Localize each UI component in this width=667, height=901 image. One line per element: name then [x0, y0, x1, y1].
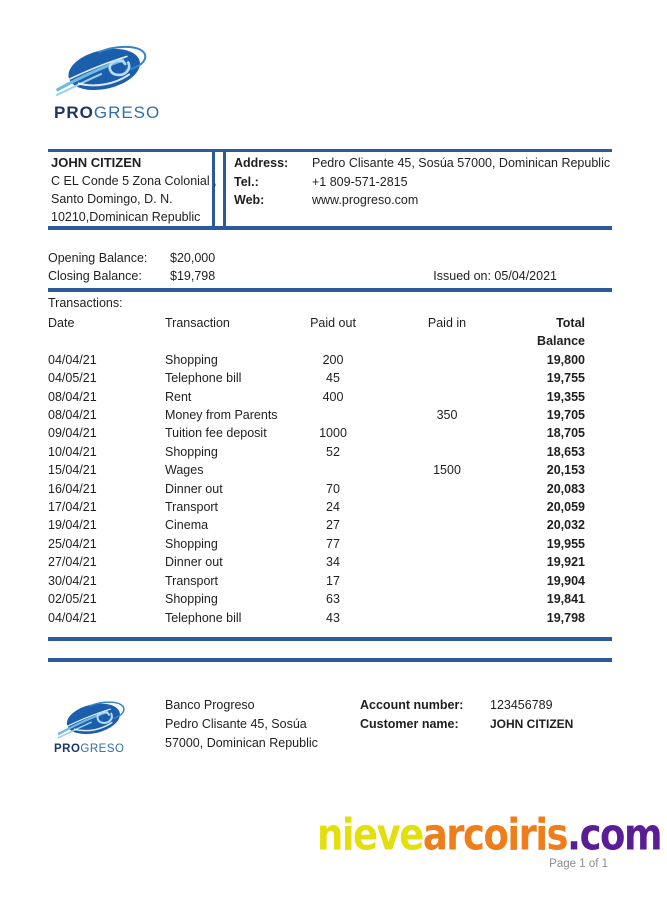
bank-logo [50, 40, 170, 123]
transactions-section-label: Transactions: [48, 296, 123, 310]
transaction-name: Dinner out [165, 481, 223, 496]
closing-balance-value: $19,798 [170, 269, 216, 283]
issued-on-date: Issued on: 05/04/2021 [433, 269, 557, 283]
watermark-part1: nieve [316, 809, 423, 860]
transaction-date: 27/04/21 [48, 555, 97, 570]
transaction-paid-out: 24 [326, 500, 340, 515]
opening-balance-value: $20,000 [170, 251, 216, 265]
transaction-total: 19,800 [546, 352, 585, 367]
transaction-paid-out [285, 406, 381, 424]
transaction-date: 09/04/21 [48, 426, 97, 441]
footer-rule-bottom [48, 658, 612, 662]
account-holder-card [48, 149, 612, 230]
transaction-name: Wages [165, 463, 204, 478]
transaction-row [48, 498, 585, 516]
transaction-paid-out: 34 [326, 555, 340, 570]
logo-wordmark-bold: PRO [54, 743, 81, 755]
transactions-table [48, 314, 612, 627]
watermark-logo [317, 809, 661, 860]
transaction-total: 20,032 [546, 518, 585, 533]
transaction-name: Shopping [165, 444, 218, 459]
customer-name-label: Customer name: [360, 717, 459, 731]
transactions-header-row [48, 314, 585, 351]
transaction-paid-in [381, 535, 513, 553]
transaction-paid-in [381, 369, 513, 387]
transaction-name: Telephone bill [165, 371, 242, 386]
transaction-row [48, 572, 585, 590]
transaction-paid-out: 52 [326, 444, 340, 459]
transaction-name: Shopping [165, 592, 218, 607]
transaction-paid-out: 1000 [319, 426, 347, 441]
transaction-paid-in [381, 443, 513, 461]
transaction-paid-in [381, 553, 513, 571]
web-value: www.progreso.com [312, 193, 419, 207]
transaction-total: 20,083 [546, 481, 585, 496]
transaction-total: 18,705 [546, 426, 585, 441]
transaction-date: 10/04/21 [48, 444, 97, 459]
opening-balance-row [48, 249, 612, 267]
bank-address-line: 57000, Dominican Republic [165, 736, 318, 750]
transaction-date: 16/04/21 [48, 481, 97, 496]
opening-balance-label: Opening Balance: [48, 251, 148, 265]
transaction-date: 19/04/21 [48, 518, 97, 533]
customer-name-row [360, 715, 573, 734]
logo-wordmark [50, 103, 170, 123]
transaction-paid-in [381, 609, 513, 627]
transaction-date: 04/04/21 [48, 352, 97, 367]
transaction-row [48, 535, 585, 553]
account-number-row [360, 696, 573, 715]
closing-balance-label: Closing Balance: [48, 269, 142, 283]
statement-body [48, 249, 612, 627]
transaction-name: Transport [165, 573, 219, 588]
transaction-row [48, 461, 585, 479]
transaction-paid-out: 17 [326, 573, 340, 588]
transaction-date: 08/04/21 [48, 389, 97, 404]
customer-address-block [48, 152, 215, 226]
logo-wordmark [52, 743, 147, 755]
transaction-paid-out: 77 [326, 536, 340, 551]
tel-label: Tel.: [234, 174, 259, 189]
watermark-part3: .com [567, 809, 661, 860]
transaction-date: 17/04/21 [48, 500, 97, 515]
column-header-paid-in: Paid in [427, 316, 467, 330]
transactions-rows [48, 351, 585, 627]
transaction-total: 20,153 [546, 463, 585, 478]
transaction-total: 19,755 [546, 371, 585, 386]
transaction-name: Shopping [165, 352, 218, 367]
contact-row-tel [234, 173, 612, 192]
account-number-value: 123456789 [490, 698, 553, 712]
transaction-total: 19,798 [546, 610, 585, 625]
web-label: Web: [234, 193, 265, 207]
contact-row-address [234, 154, 612, 173]
transaction-date: 02/05/21 [48, 592, 97, 607]
closing-balance-row [48, 267, 612, 285]
footer-rule-top [48, 637, 612, 641]
transaction-row [48, 369, 585, 387]
bank-address-line: Pedro Clisante 45, Sosúa [165, 717, 307, 731]
transaction-row [48, 516, 585, 534]
transaction-row [48, 443, 585, 461]
tel-value: +1 809-571-2815 [312, 174, 408, 189]
transaction-paid-in [381, 498, 513, 516]
contact-row-web [234, 191, 612, 210]
transaction-total: 19,921 [546, 555, 585, 570]
footer-bank-logo [52, 697, 147, 755]
transaction-total: 19,705 [546, 408, 585, 423]
transaction-paid-out: 27 [326, 518, 340, 533]
bank-contact-block [223, 152, 612, 226]
transaction-date: 04/04/21 [48, 610, 97, 625]
transaction-row [48, 609, 585, 627]
bank-name: Banco Progreso [165, 698, 255, 712]
transaction-date: 30/04/21 [48, 573, 97, 588]
account-number-label: Account number: [360, 698, 464, 712]
address-value: Pedro Clisante 45, Sosúa 57000, Dominican Republic [312, 156, 611, 170]
transaction-date: 25/04/21 [48, 536, 97, 551]
transaction-paid-in [381, 480, 513, 498]
customer-name-value: JOHN CITIZEN [490, 717, 574, 731]
customer-address-line: 10210,Dominican Republic [51, 210, 201, 224]
customer-address-line: Santo Domingo, D. N. [51, 192, 173, 206]
transaction-paid-in [381, 516, 513, 534]
transaction-name: Tuition fee deposit [165, 426, 267, 441]
transaction-paid-out: 63 [326, 592, 340, 607]
progreso-logo-icon [52, 697, 136, 743]
transaction-name: Telephone bill [165, 610, 242, 625]
progreso-logo-icon [50, 40, 160, 102]
column-header-date: Date [48, 316, 75, 330]
transaction-paid-out: 200 [322, 352, 344, 367]
transaction-paid-out: 70 [326, 481, 340, 496]
column-header-transaction: Transaction [165, 316, 230, 330]
transaction-row [48, 590, 585, 608]
transaction-total: 19,355 [546, 389, 585, 404]
transaction-paid-out: 45 [326, 371, 340, 386]
transaction-total: 19,841 [546, 592, 585, 607]
transaction-name: Dinner out [165, 555, 223, 570]
bank-address-block [165, 696, 318, 753]
transaction-name: Cinema [165, 518, 209, 533]
logo-wordmark-rest: GRESO [93, 103, 161, 122]
transaction-row [48, 480, 585, 498]
transaction-paid-in: 350 [436, 408, 458, 423]
transaction-row [48, 424, 585, 442]
card-divider-gap [215, 152, 223, 226]
transaction-date: 15/04/21 [48, 463, 97, 478]
transaction-paid-in [381, 572, 513, 590]
transaction-paid-out [285, 461, 381, 479]
page-indicator: Page 1 of 1 [549, 858, 608, 870]
transaction-row [48, 553, 585, 571]
transaction-name: Money from Parents [165, 408, 278, 423]
transaction-total: 20,059 [546, 500, 585, 515]
transaction-paid-in [381, 351, 513, 369]
transaction-row [48, 351, 585, 369]
transaction-date: 04/05/21 [48, 371, 97, 386]
address-label: Address: [234, 156, 289, 170]
transaction-name: Rent [165, 389, 192, 404]
watermark-part2: arcoiris [422, 809, 568, 860]
transaction-paid-out: 400 [322, 389, 344, 404]
transaction-name: Transport [165, 500, 219, 515]
transaction-total: 19,955 [546, 536, 585, 551]
transaction-row [48, 388, 585, 406]
column-header-paid-out: Paid out [310, 316, 356, 330]
logo-wordmark-bold: PRO [54, 103, 94, 122]
transaction-date: 08/04/21 [48, 408, 97, 423]
transaction-paid-in [381, 388, 513, 406]
transaction-paid-in [381, 590, 513, 608]
transaction-total: 19,904 [546, 573, 585, 588]
customer-address-line: C EL Conde 5 Zona Colonial , [51, 174, 217, 188]
transaction-paid-out: 43 [326, 610, 340, 625]
transaction-paid-in [381, 424, 513, 442]
customer-name: JOHN CITIZEN [51, 155, 142, 170]
column-header-total-balance: Total Balance [537, 316, 585, 349]
account-details-block [360, 696, 573, 734]
logo-wordmark-rest: GRESO [80, 743, 125, 755]
transaction-total: 18,653 [546, 444, 585, 459]
transaction-name: Shopping [165, 536, 218, 551]
transaction-paid-in: 1500 [433, 463, 461, 478]
transaction-row [48, 406, 585, 424]
